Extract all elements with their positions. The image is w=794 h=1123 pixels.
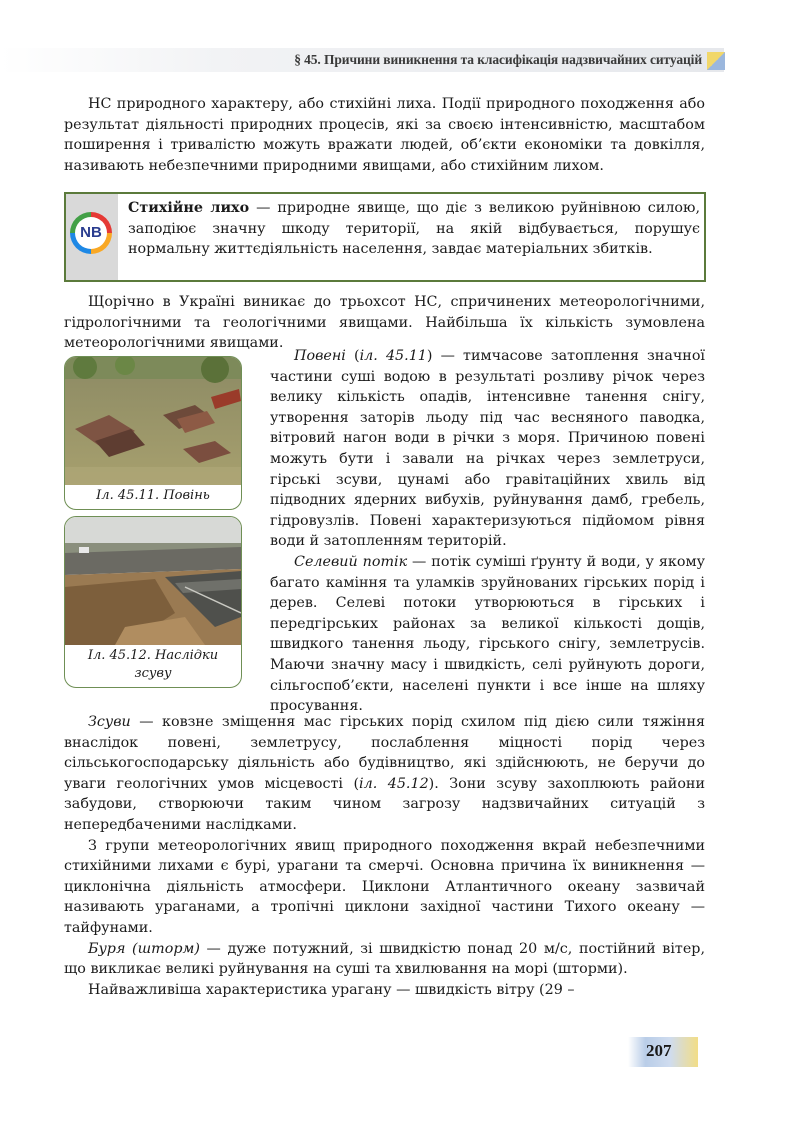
mudflow-term: Селевий потік (294, 553, 408, 570)
page-number-badge (628, 1037, 698, 1067)
mudflow-body: — потік суміші ґрунту й води, у якому багато каміння та уламків зруйнованих гірських порід і дерев. Селеві потоки утворюються в гірських і передгірських районах за великої кількості дощів, швидкого танення льоду, гірського снігу, землетрусів. Маючи значну масу і швидкість, селі руйнують дороги, сільгоспоб’єкти, населені пункти і все інше на шляху просування. (270, 553, 705, 715)
mudflow-paragraph (270, 552, 705, 717)
definition-box (64, 192, 706, 282)
definition-body: — природне явище, що діє з великою руйнівною силою, заподіює значну шкоду території, на якій відбувається, порушує нормальну життєдіяльність населення, завдає матеріальних збитків. (128, 200, 700, 258)
nb-logo-label: NB (75, 217, 107, 249)
intro-paragraph: НС природного характеру, або стихійні лиха. Події природного походження або результат діяльності природних процесів, які за своєю інтенсивністю, масштабом поширення і тривалістю можуть вражати людей, об’єкти економіки та довкілля, називають небезпечними природними явищами, або стихійним лихом. (64, 96, 705, 174)
storm-term: Буря (шторм) (88, 940, 200, 957)
storm-paragraph (64, 939, 705, 980)
definition-box-strip (66, 194, 118, 280)
floods-mudflow-text (270, 346, 705, 717)
landslides-body-after: ). Зони зсуву захоплюють райони забудови, створюючи таким чином загрозу надзвичайних ситуацій з непередбаченими наслідками. (64, 775, 705, 833)
hurricane-paragraph: Найважливіша характеристика урагану — швидкість вітру (29 – (88, 981, 575, 998)
lower-text (64, 712, 705, 1000)
definition-text (128, 198, 700, 260)
figure-landslide-caption: Іл. 45.12. Наслідки зсуву (87, 648, 219, 681)
floods-paragraph (270, 346, 705, 552)
floods-body: — тимчасове затоплення значної частини суші водою в результаті розливу річок через велику кількість опадів, інтенсивне танення снігу, утворення заторів льоду під час весняного паводка, вітровий нагон води в річки з моря. Причиною повені можуть бути і завали на річках через землетруси, гірські зсуви, цунамі або гравітаційних хвиль від підводних ядерних вибухів, руйнування дамб, гребель, гідровузлів. Повені характеризуються підйомом рівня води й затопленням територій. (270, 348, 705, 550)
definition-term: Стихійне лихо (128, 200, 250, 216)
page-number: 207 (646, 1041, 672, 1060)
figure-landslide (64, 516, 242, 688)
corner-decoration-icon (707, 52, 725, 70)
landslides-term: Зсуви (88, 714, 131, 730)
nb-logo-icon (70, 212, 112, 254)
landslide-photo (65, 517, 241, 645)
ukraine-paragraph: Щорічно в Україні виникає до трьохсот НС, спричинених метеорологічними, гідрологічними та геологічними явищами. Найбільша їх кількість зумовлена метеорологічними явищами. (64, 294, 705, 352)
landslides-ref: іл. 45.12 (359, 775, 429, 792)
running-header-title: § 45. Причини виникнення та класифікація надзвичайних ситуацій (294, 52, 702, 67)
figure-flood (64, 356, 242, 510)
flood-photo (65, 357, 241, 485)
landslides-body: — ковзне зміщення мас гірських порід схилом під дією сили тяжіння внаслідок повені, землетрусу, послаблення міцності порід через сільськогосподарську діяльність або будівництво, які здійснюють, не беручи до уваги геологічних умов місцевості ( (64, 714, 705, 792)
storm-body: — дуже потужний, зі швидкістю понад 20 м/с, постійний вітер, що викликає великі руйнування на суші та хвилювання на морі (шторми). (64, 940, 705, 978)
floods-ref-close: ) (426, 348, 433, 364)
landslides-paragraph (64, 712, 705, 836)
floods-ref-open: ( (345, 348, 360, 364)
figure-flood-caption: Іл. 45.11. Повінь (96, 488, 210, 503)
meteo-paragraph: З групи метеорологічних явищ природного походження вкрай небезпечними стихійними лихами є бурі, урагани та смерчі. Основна причина їх виникнення — циклонічна діяльність атмосфери. Циклони Атлантичного океану зазвичай називають ураганами, а тропічні циклони західної частини Тихого океану — тайфунами. (64, 837, 705, 936)
floods-ref: іл. 45.11 (359, 348, 427, 364)
floods-term: Повені (294, 348, 346, 364)
